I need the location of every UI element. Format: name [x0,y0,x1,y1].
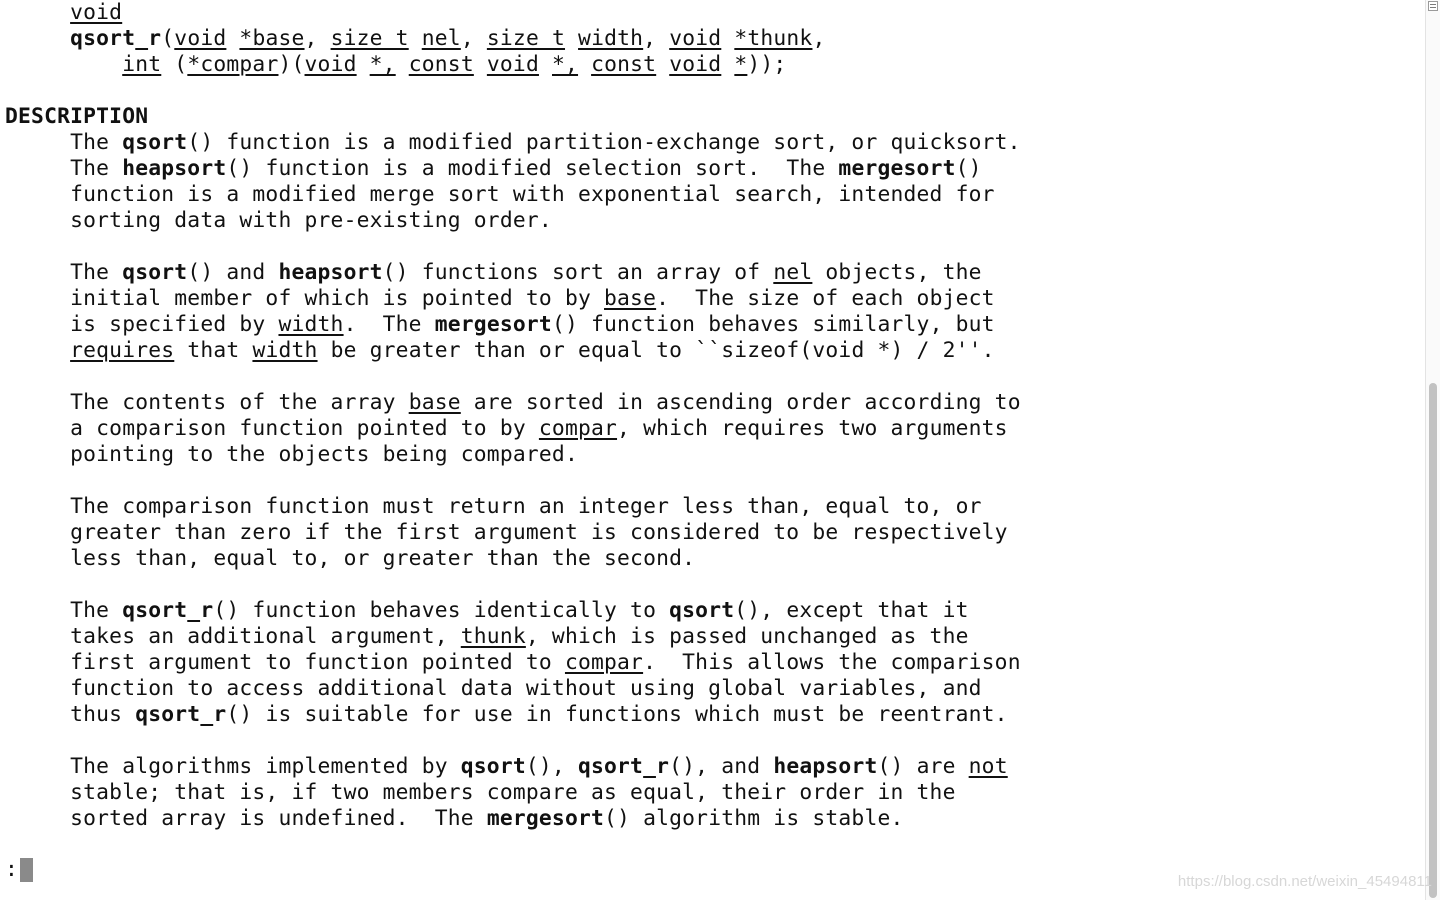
text-segment: function to access additional data without using global variables, and [5,676,982,701]
underlined-term: size_t [486,26,566,51]
text-segment [5,0,70,25]
underlined-term: requires [70,338,175,363]
bold-term: qsort [460,754,526,779]
text-segment: () functions sort an array of [382,260,774,285]
underlined-term: width [578,26,644,51]
text-line [5,780,1021,806]
text-segment [721,52,734,77]
underlined-term: not [968,754,1008,779]
text-line [5,104,1021,130]
text-segment: pointing to the objects being compared. [5,442,578,467]
text-segment: is specified by [5,312,279,337]
underlined-term: * [734,52,748,77]
underlined-term: const [408,52,474,77]
underlined-term: void [174,26,227,51]
underlined-term: nel [773,260,813,285]
text-segment: () [955,156,982,181]
watermark-text: https://blog.csdn.net/weixin_45494811 [1177,873,1432,890]
pager-prompt-symbol: : [5,857,19,882]
man-page-content [5,0,1021,832]
text-segment: )); [747,52,787,77]
bold-term: qsort [122,260,188,285]
text-line [5,52,1021,78]
text-line [5,130,1021,156]
text-segment: , which is passed unchanged as the [525,624,969,649]
bold-term: heapsort [773,754,878,779]
underlined-term: void [70,0,123,25]
text-segment: objects, the [812,260,982,285]
bold-term: DESCRIPTION [5,104,149,129]
text-line [5,364,1021,390]
text-segment: ( [161,52,188,77]
text-line [5,182,1021,208]
text-line [5,78,1021,104]
scrollbar-thumb[interactable] [1429,383,1437,898]
text-line [5,572,1021,598]
text-segment: () function behaves similarly, but [551,312,995,337]
bold-term: mergesort [486,806,605,831]
bold-term: heapsort [122,156,227,181]
text-segment: sorted array is undefined. The [5,806,487,831]
text-segment: takes an additional argument, [5,624,461,649]
text-segment: that [174,338,253,363]
text-segment: be greater than or equal to ``sizeof(void *) / 2''. [317,338,995,363]
bold-term: qsort_r [577,754,670,779]
text-line [5,468,1021,494]
text-line [5,520,1021,546]
text-segment: . This allows the comparison [643,650,1021,675]
text-line [5,0,1021,26]
underlined-term: *, [552,52,579,77]
text-segment: are sorted in ascending order according to [460,390,1021,415]
underlined-term: base [408,390,461,415]
bold-term: mergesort [434,312,552,337]
text-segment: function is a modified merge sort with exponential search, intended for [5,182,995,207]
underlined-term: *compar [187,52,279,77]
underlined-term: void [669,52,722,77]
text-line [5,234,1021,260]
underlined-term: size_t [330,26,409,51]
text-segment: The [5,598,123,623]
text-segment: . The [343,312,435,337]
text-segment [721,26,734,51]
text-line [5,416,1021,442]
underlined-term: *base [239,26,305,51]
text-line [5,390,1021,416]
text-segment: (), and [669,754,774,779]
text-segment: ( [161,26,175,51]
underlined-term: *thunk [734,26,813,51]
text-segment: , which requires two arguments [617,416,1008,441]
text-line [5,260,1021,286]
text-segment: )( [278,52,305,77]
underlined-term: void [304,52,357,77]
text-segment: stable; that is, if two members compare as equal, their order in the [5,780,956,805]
text-line [5,702,1021,728]
bold-term: qsort_r [70,26,162,51]
text-segment: , [812,26,826,51]
text-segment: () function is a modified selection sort. The [226,156,839,181]
text-segment [474,52,487,77]
underlined-term: base [604,286,657,311]
text-segment: first argument to function pointed to [5,650,565,675]
text-line [5,26,1021,52]
text-cursor [20,858,33,882]
text-segment [409,26,422,51]
text-segment: () and [187,260,279,285]
text-segment [5,26,70,51]
vertical-scrollbar[interactable] [1425,0,1440,900]
text-line [5,676,1021,702]
text-line [5,312,1021,338]
underlined-term: void [669,26,722,51]
text-line [5,754,1021,780]
text-segment: , [304,26,331,51]
text-segment: The [5,260,123,285]
text-segment [656,52,669,77]
bold-term: qsort [669,598,735,623]
text-segment [5,52,122,77]
text-segment [5,338,70,363]
text-line [5,208,1021,234]
text-segment: () are [877,754,969,779]
underlined-term: int [122,52,162,77]
text-segment: . The size of each object [656,286,995,311]
text-segment: () algorithm is stable. [604,806,904,831]
text-line [5,494,1021,520]
text-segment: , [460,26,487,51]
text-line [5,156,1021,182]
text-line [5,546,1021,572]
text-line [5,598,1021,624]
text-line [5,728,1021,754]
text-segment [396,52,409,77]
text-segment: (), except that it [734,598,969,623]
underlined-term: *, [369,52,396,77]
bold-term: mergesort [838,156,956,181]
bold-term: qsort_r [122,598,214,623]
bold-term: qsort [122,130,188,155]
text-segment: The contents of the array [5,390,409,415]
text-segment [539,52,552,77]
text-segment: , [643,26,670,51]
text-segment: The [5,130,123,155]
text-segment: less than, equal to, or greater than the second. [5,546,696,571]
text-segment [578,52,591,77]
split-view-icon[interactable] [1428,1,1438,11]
text-line [5,624,1021,650]
underlined-term: const [591,52,657,77]
underlined-term: compar [564,650,644,675]
underlined-term: compar [538,416,618,441]
text-segment [565,26,578,51]
underlined-term: width [278,312,344,337]
text-segment: () function behaves identically to [213,598,670,623]
bold-term: heapsort [278,260,383,285]
text-segment: sorting data with pre-existing order. [5,208,552,233]
text-line [5,442,1021,468]
underlined-term: nel [421,26,461,51]
text-segment: The algorithms implemented by [5,754,461,779]
text-segment: greater than zero if the first argument is considered to be respectively [5,520,1008,545]
text-segment: initial member of which is pointed to by [5,286,605,311]
text-segment [357,52,370,77]
text-line [5,806,1021,832]
bold-term: qsort_r [135,702,227,727]
text-segment: () function is a modified partition-exchange sort, or quicksort. [187,130,1021,155]
underlined-term: thunk [460,624,526,649]
text-segment: () is suitable for use in functions which must be reentrant. [226,702,1008,727]
text-line [5,286,1021,312]
text-segment: thus [5,702,136,727]
text-segment: (), [525,754,578,779]
text-line [5,650,1021,676]
pager-prompt[interactable] [5,857,33,883]
text-line [5,338,1021,364]
text-segment: The comparison function must return an integer less than, equal to, or [5,494,982,519]
text-segment [226,26,239,51]
underlined-term: void [486,52,539,77]
text-segment: a comparison function pointed to by [5,416,539,441]
text-segment: The [5,156,123,181]
underlined-term: width [252,338,318,363]
